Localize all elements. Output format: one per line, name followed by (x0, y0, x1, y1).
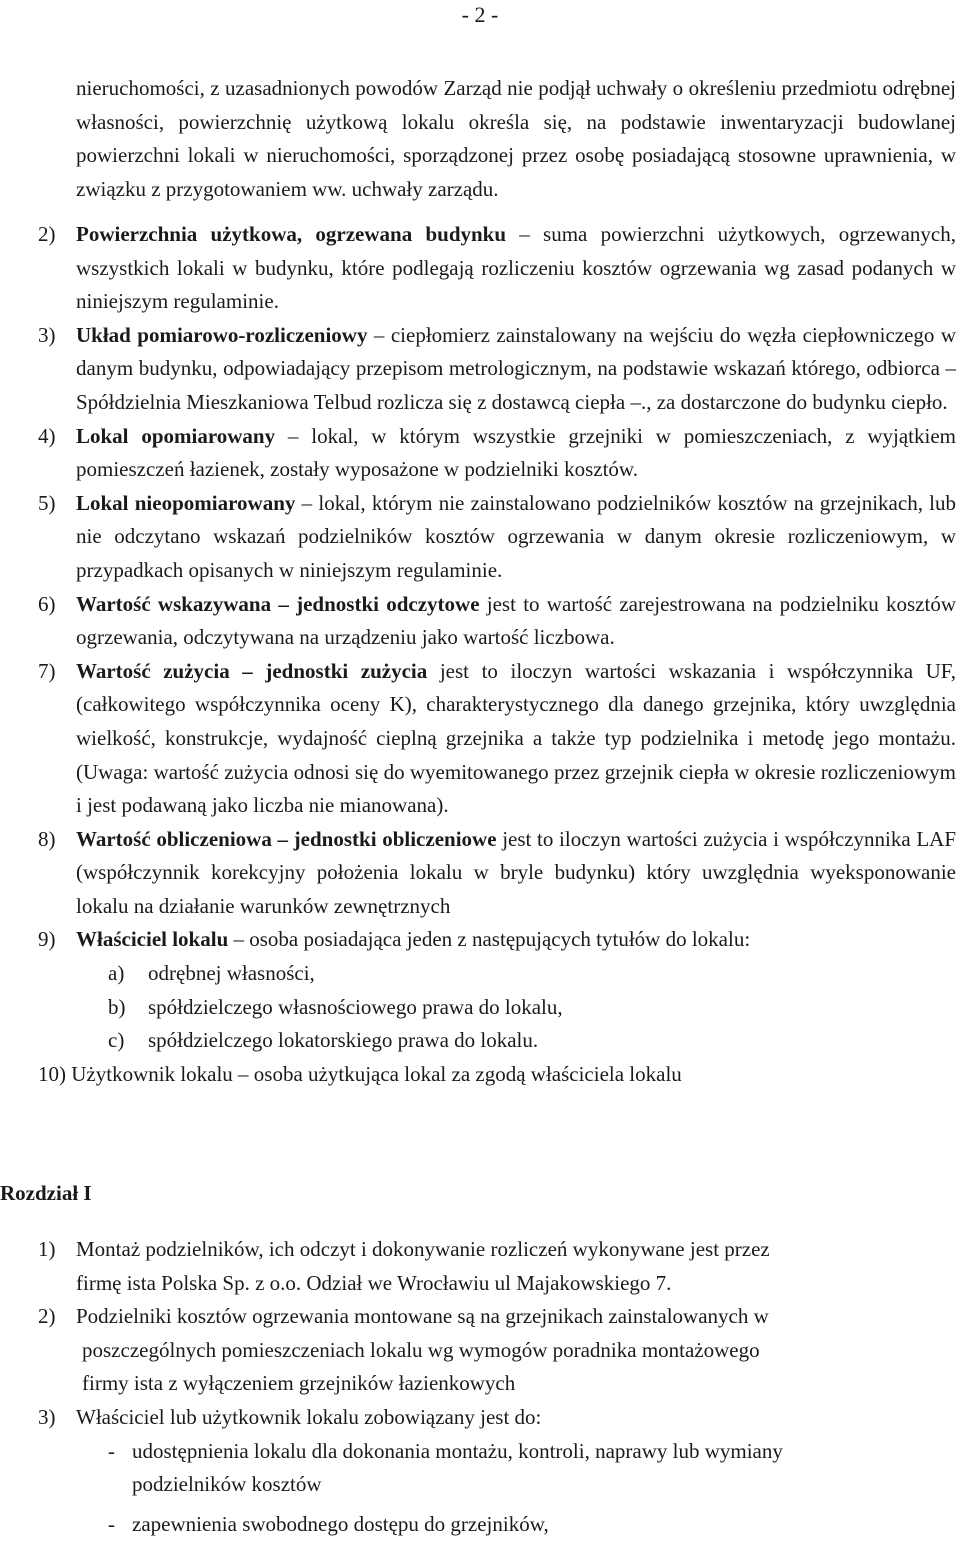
definition-separator: – (506, 222, 544, 246)
definition-item (38, 218, 956, 319)
item-letter: c) (108, 1028, 125, 1053)
owner-titles-list (76, 957, 956, 1058)
list-item (108, 1024, 956, 1058)
definition-text: Użytkownik lokalu – osoba użytkująca lokal za zgodą właściciela lokalu (71, 1061, 682, 1086)
list-item-line: Właściciel lub użytkownik lokalu zobowiązany jest do: (76, 1404, 542, 1429)
obligation-item (108, 1435, 956, 1502)
definition-item (38, 588, 956, 655)
list-item-line: Podzielniki kosztów ogrzewania montowane są na grzejnikach zainstalowanych w (76, 1304, 769, 1329)
definition-item (38, 823, 956, 924)
list-item-text: spółdzielczego lokatorskiego prawa do lokalu. (148, 1028, 539, 1053)
intro-paragraph: nieruchomości, z uzasadnionych powodów Zarząd nie podjął uchwały o określeniu przedmiotu odrębnej własności, powierzchnię użytkową lokalu określa się, na podstawie inwentaryzacji budowlanej powierzchni lokali w nieruchomości, sporządzonej przez osobę posiadającą stosowne uprawnienia, w związku z przygotowaniem ww. uchwały zarządu. (76, 76, 956, 201)
dash-bullet: - (108, 1511, 115, 1536)
item-number: 4) (38, 423, 56, 448)
list-item-line: firmę ista Polska Sp. z o.o. Odział we Wrocławiu ul Majakowskiego 7. (76, 1270, 672, 1295)
item-number: 9) (38, 927, 56, 952)
list-item (108, 991, 956, 1025)
item-number: 8) (38, 826, 56, 851)
definition-term: Lokal opomiarowany (76, 423, 276, 448)
item-number: 6) (38, 591, 56, 616)
item-letter: b) (108, 994, 126, 1019)
item-number: 7) (38, 658, 56, 683)
definition-text: lokal, którym nie zainstalowano podzielników kosztów na grzejnikach, lub nie odczytano wskazań podzielników kosztów ogrzewania w danym okresie rozliczeniowym, w przypadkach opisanych w niniejszym regulaminie. (76, 490, 957, 582)
list-item-line: podzielników kosztów (132, 1472, 322, 1497)
definition-item (38, 487, 956, 588)
item-number: 1) (38, 1237, 56, 1261)
definition-text: jest to iloczyn wartości zużycia i współczynnika LAF (współczynnik korekcyjny położenia lokalu w bryle budynku) który uwzględnia wyeksponowanie lokalu na działanie warunków zewnętrznych (76, 826, 956, 918)
definition-text: lokal, w którym wszystkie grzejniki w pomieszczeniach, z wyjątkiem pomieszczeń łazienek, zostały wyposażone w podzielniki kosztów. (76, 423, 956, 482)
item-number: 2) (38, 1304, 56, 1329)
definition-text: suma powierzchni użytkowych, ogrzewanych, wszystkich lokali w budynku, które podlegają rozliczeniu kosztów ogrzewania wg zasad podanych w niniejszym regulaminie. (76, 222, 957, 314)
definition-term: Właściciel lokalu (76, 927, 229, 952)
definition-item (38, 319, 956, 420)
list-item-line: Montaż podzielników, ich odczyt i dokonywanie rozliczeń wykonywane jest przez (76, 1237, 770, 1261)
definition-item (38, 655, 956, 823)
definition-item (38, 420, 956, 487)
list-item-line: firmy ista z wyłączeniem grzejników łazienkowych (82, 1371, 516, 1396)
definition-text: jest to iloczyn wartości wskazania i współczynnika UF, (całkowitego współczynnika oceny K), charakterystycznego dla danego grzejnika, który uwzględnia wielkość, konstrukcje, wydajność cieplną grzejnika a także typ podzielnika i metodę jego montażu. (Uwaga: wartość zużycia odnosi się do wyemitowanego przez grzejnik ciepła w okresie rozliczeniowym i jest podawaną jako liczba nie mianowana). (76, 658, 957, 818)
definition-term: Wartość zużycia – jednostki zużycia (76, 658, 428, 683)
definition-separator (427, 659, 440, 683)
definition-separator (480, 592, 487, 616)
definition-term: Powierzchnia użytkowa, ogrzewana budynku (76, 222, 507, 246)
list-item (108, 957, 956, 991)
item-number: 3) (38, 322, 56, 347)
item-number: 10) (38, 1061, 66, 1086)
obligation-item (108, 1508, 956, 1541)
list-item-line: poszczególnych pomieszczeniach lokalu wg wymogów poradnika montażowego (82, 1337, 760, 1362)
definition-separator: – (275, 423, 312, 448)
item-number: 2) (38, 222, 56, 246)
list-item (38, 1300, 956, 1401)
definition-term: Wartość obliczeniowa – jednostki obliczeniowe (76, 826, 497, 851)
definition-text: ciepłomierz zainstalowany na wejściu do węzła ciepłowniczego w danym budynku, odpowiadający przepisom metrologicznym, na podstawie wskazań którego, odbiorca – Spółdzielnia Mieszkaniowa Telbud rozlicza się z dostawcą ciepła –., za dostarczone do budynku ciepło. (76, 322, 957, 414)
definition-text: jest to wartość zarejestrowana na podzielniku kosztów ogrzewania, odczytywana na urządzeniu jako wartość liczbowa. (76, 591, 957, 650)
definition-term: Układ pomiarowo-rozliczeniowy (76, 322, 368, 347)
definition-item (38, 1058, 956, 1092)
section-list (38, 1233, 956, 1541)
section-title: Rozdział I (0, 1181, 92, 1205)
definition-separator: – (295, 490, 319, 515)
list-item (38, 1401, 956, 1435)
list-item-line: udostępnienia lokalu dla dokonania montażu, kontroli, naprawy lub wymiany (132, 1438, 783, 1463)
item-number: 3) (38, 1404, 56, 1429)
item-number: 5) (38, 490, 56, 515)
definition-separator: – (367, 322, 391, 347)
definitions-list (38, 218, 956, 1091)
list-item (38, 1233, 956, 1300)
definition-term: Lokal nieopomiarowany (76, 490, 296, 515)
page-number: - 2 - (461, 2, 499, 27)
definition-term: Wartość wskazywana – jednostki odczytowe (76, 591, 480, 616)
definition-separator: – (228, 927, 250, 952)
item-letter: a) (108, 961, 125, 986)
list-item-text: spółdzielczego własnościowego prawa do lokalu, (148, 994, 563, 1019)
definition-text: osoba posiadająca jeden z następujących tytułów do lokalu: (249, 927, 751, 952)
dash-bullet: - (108, 1438, 115, 1463)
definition-item (38, 923, 956, 1057)
list-item-text: odrębnej własności, (148, 961, 315, 986)
list-item-line: zapewnienia swobodnego dostępu do grzejników, (132, 1511, 549, 1536)
